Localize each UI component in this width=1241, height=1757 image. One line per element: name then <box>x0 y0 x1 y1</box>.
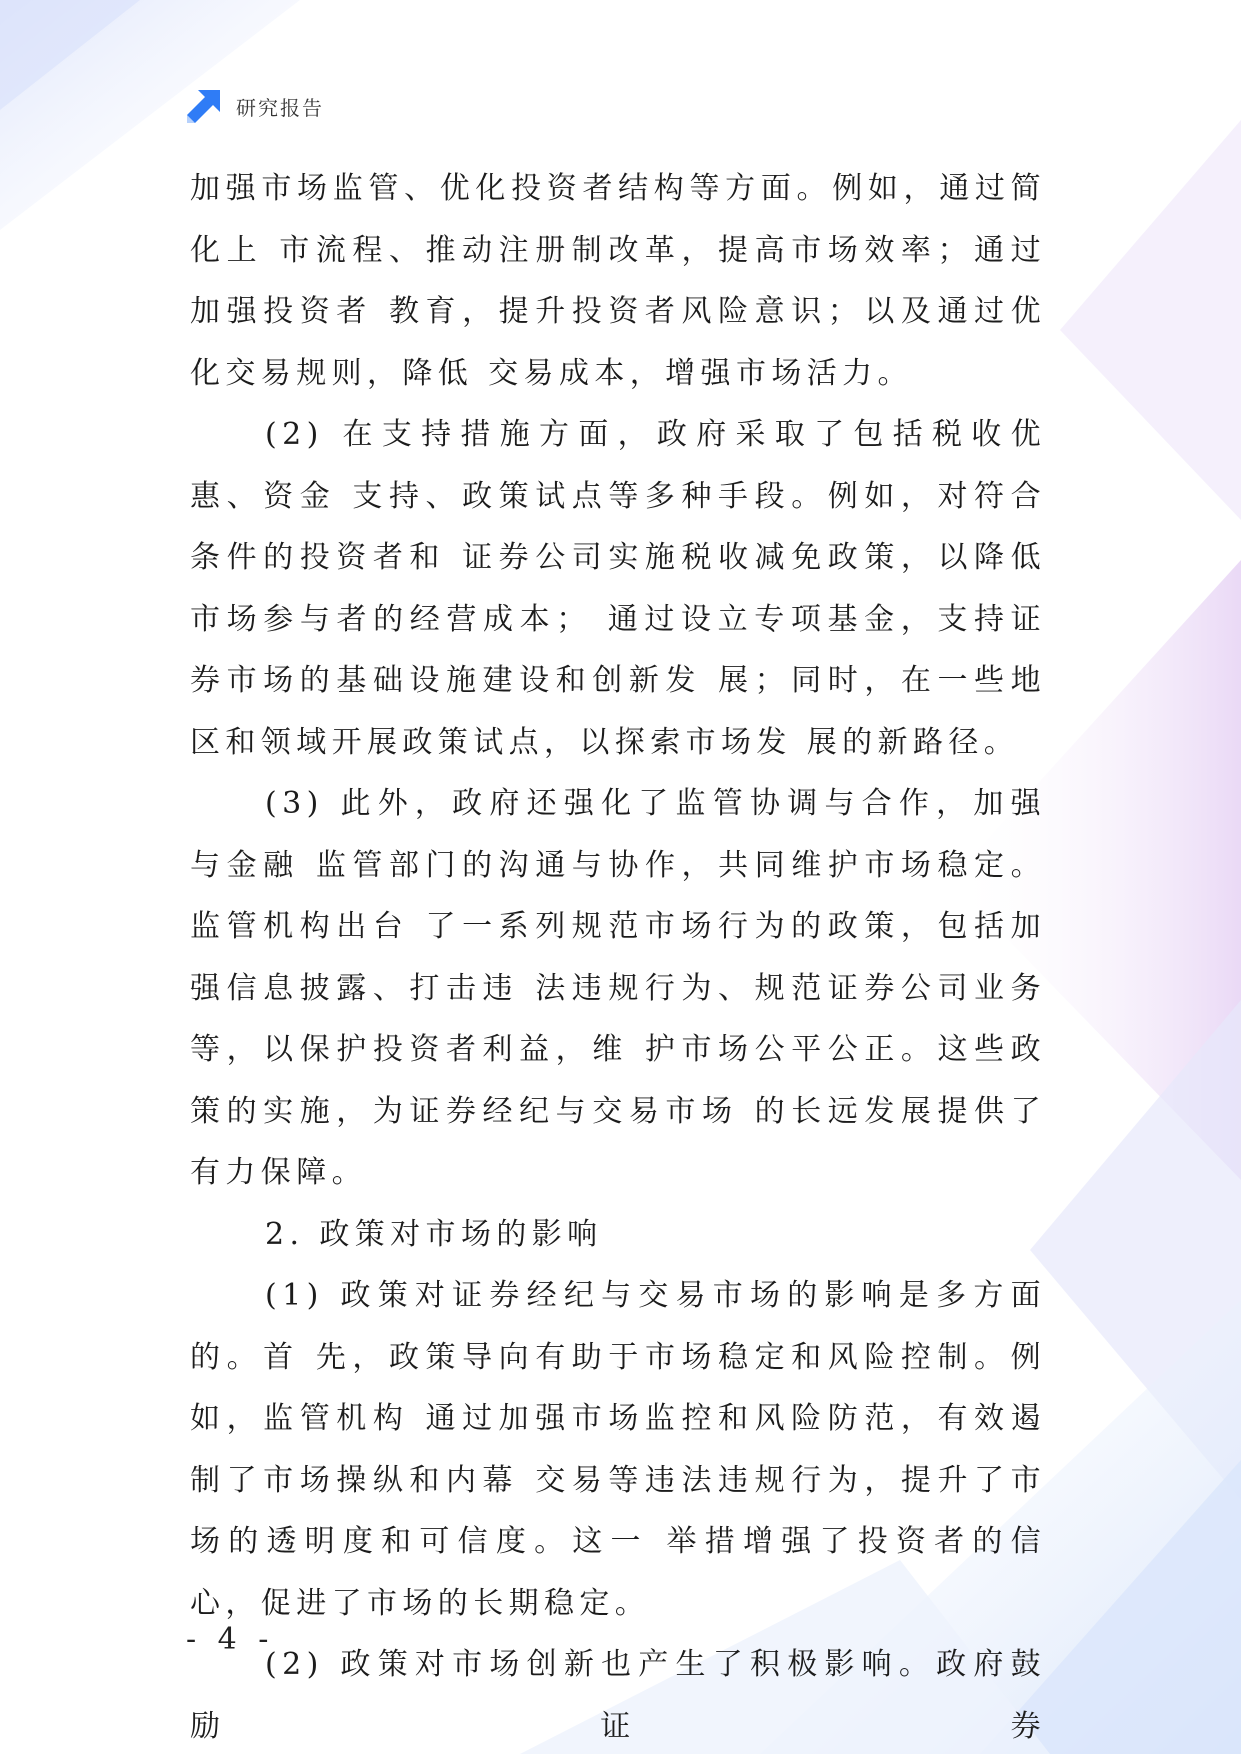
paragraph-support-measures <box>190 404 1046 773</box>
paragraph-market-innovation <box>190 1634 1046 1757</box>
text-line: (1) 政策对证券经纪与交易市场的影响是多方面的。首 <box>190 1278 1046 1375</box>
text-line: 交易成本，增强市场活力。 <box>488 355 913 391</box>
paragraph-regulatory-coordination <box>190 773 1046 1204</box>
text-line: (2) 政策对市场创新也产生了积极影响。政府鼓励证券 <box>190 1647 1046 1744</box>
text-line: 支持、政策试点等多种手段。例如，对符合条件的投资者和 <box>190 478 1046 575</box>
text-line: (2) 在支持措施方面，政府采取了包括税收优惠、资金 <box>190 417 1046 514</box>
text-line: 加强市场监管、优化投资者结构等方面。例如，通过简化上 <box>190 171 1046 268</box>
report-header <box>186 86 324 126</box>
text-line: 市流程、推动注册制改革，提高市场效率；通过加强投资者 <box>190 232 1046 329</box>
text-line: 教育，提升投资者风险意识；以及通过优化交易规则，降低 <box>190 294 1047 391</box>
text-line: 展的新路径。 <box>806 724 1020 760</box>
paragraph-policy-impact <box>190 1265 1046 1634</box>
text-line: 举措增强了投资者的信心，促进了市场的长期稳定。 <box>190 1524 1047 1621</box>
text-line: 的长远发展提供了有力保障。 <box>190 1093 1047 1190</box>
text-line: (3) 此外，政府还强化了监管协调与合作，加强与金融 <box>190 786 1046 883</box>
text-line: 法违规行为、规范证券公司业务等，以保护投资者利益，维 <box>190 970 1046 1067</box>
page-number: - 4 - <box>186 1622 275 1657</box>
text-line: 护市场公平公正。这些政策的实施，为证券经纪与交易市场 <box>190 1032 1046 1129</box>
text-line: 了一系列规范市场行为的政策，包括加强信息披露、打击违 <box>190 909 1046 1006</box>
text-line: 先，政策导向有助于市场稳定和风险控制。例如，监管机构 <box>190 1339 1047 1436</box>
text-line: 证券公司实施税收减免政策，以降低市场参与者的经营成本； <box>190 540 1046 637</box>
text-line: 通过加强市场监控和风险防范，有效遏制了市场操纵和内幕 <box>190 1401 1046 1498</box>
report-header-title: 研究报告 <box>236 95 324 120</box>
document-body <box>190 158 1046 1757</box>
text-line: 交易等违法违规行为，提升了市场的透明度和可信度。这一 <box>190 1462 1046 1559</box>
section-heading: 2. 政策对市场的影响 <box>265 1216 603 1252</box>
arrow-up-right-icon <box>186 88 222 124</box>
text-line: 展；同时，在一些地区和领域开展政策试点，以探索市场发 <box>190 663 1046 760</box>
paragraph-continued <box>190 158 1046 404</box>
text-line: 通过设立专项基金，支持证券市场的基础设施建设和创新发 <box>190 601 1047 698</box>
text-line: 监管部门的沟通与协作，共同维护市场稳定。监管机构出台 <box>190 847 1047 944</box>
